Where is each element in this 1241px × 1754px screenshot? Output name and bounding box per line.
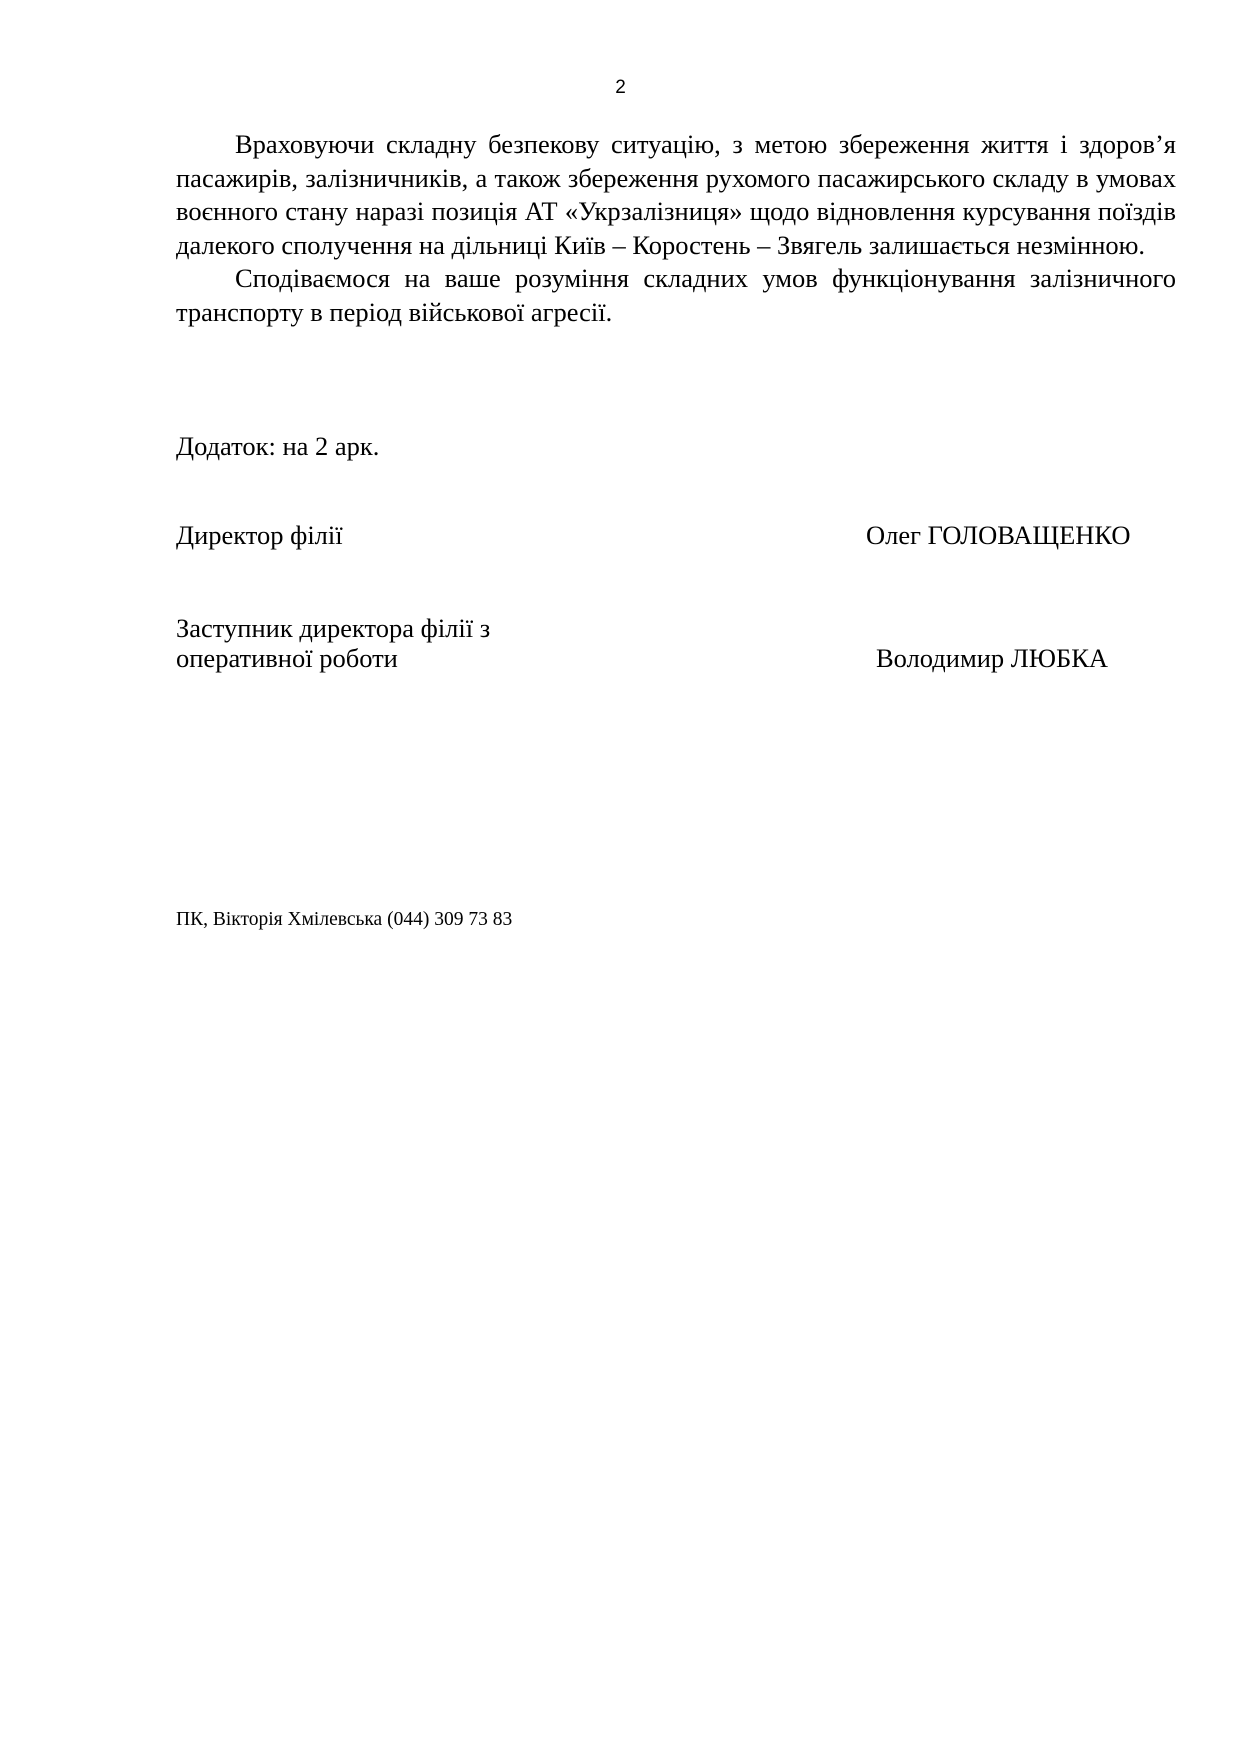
signatory-title-line: оперативної роботи	[176, 643, 398, 673]
signatory-title-director	[176, 520, 343, 550]
signatory-name-deputy: Володимир ЛЮБКА	[876, 643, 1109, 673]
letter-body	[176, 128, 1176, 329]
attachment-note: Додаток: на 2 арк.	[176, 431, 380, 461]
signatory-title-deputy	[176, 613, 490, 673]
signatory-name-director: Олег ГОЛОВАЩЕНКО	[866, 520, 1131, 550]
executor-note: ПК, Вікторія Хмілевська (044) 309 73 83	[176, 909, 513, 930]
body-paragraph: Враховуючи складну безпекову ситуацію, з метою збереження життя і здоров’я пасажирів, залізничників, а також збереження рухомого пасажирського складу в умовах воєнного стану наразі позиція АТ «Укрзалізниця» щодо відновлення курсування поїздів далекого сполучення на дільниці Київ – Коростень – Звягель залишається незмінною.	[176, 129, 1176, 260]
signatory-title-line: Директор філії	[176, 520, 343, 550]
page-number: 2	[615, 77, 626, 98]
signatory-title-line: Заступник директора філії з	[176, 613, 491, 643]
body-paragraph: Сподіваємося на ваше розуміння складних умов функціонування залізничного транспорту в період військової агресії.	[176, 263, 1176, 327]
